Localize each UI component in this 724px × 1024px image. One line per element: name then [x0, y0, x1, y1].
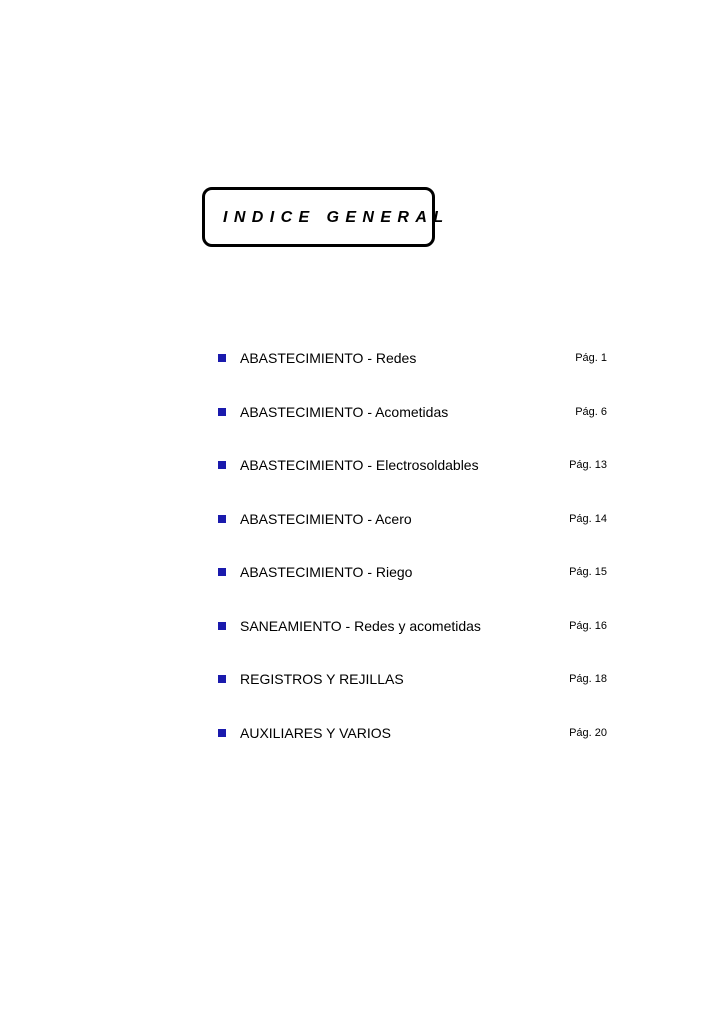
square-bullet-icon: [218, 568, 226, 576]
toc-entry-page: Pág. 1: [575, 352, 607, 364]
toc-entry-label: ABASTECIMIENTO - Redes: [240, 350, 417, 366]
toc-entry[interactable]: [0, 349, 724, 369]
page-title: INDICE GENERAL: [223, 209, 450, 226]
square-bullet-icon: [218, 622, 226, 630]
toc-entry-label: REGISTROS Y REJILLAS: [240, 671, 404, 687]
toc-entry-page: Pág. 14: [569, 513, 607, 525]
square-bullet-icon: [218, 675, 226, 683]
square-bullet-icon: [218, 408, 226, 416]
square-bullet-icon: [218, 461, 226, 469]
toc-entry[interactable]: [0, 617, 724, 637]
toc-entry-label: SANEAMIENTO - Redes y acometidas: [240, 618, 481, 634]
toc-entry-page: Pág. 15: [569, 566, 607, 578]
toc-entry-page: Pág. 18: [569, 673, 607, 685]
toc-entry-label: ABASTECIMIENTO - Riego: [240, 564, 413, 580]
toc-entry-label: ABASTECIMIENTO - Acero: [240, 511, 412, 527]
toc-entry-page: Pág. 16: [569, 620, 607, 632]
square-bullet-icon: [218, 515, 226, 523]
toc-entry[interactable]: [0, 403, 724, 423]
square-bullet-icon: [218, 354, 226, 362]
toc-entry[interactable]: [0, 563, 724, 583]
toc-entry-label: ABASTECIMIENTO - Acometidas: [240, 404, 449, 420]
toc-entry-label: AUXILIARES Y VARIOS: [240, 725, 391, 741]
toc-entry-page: Pág. 13: [569, 459, 607, 471]
toc-entry[interactable]: [0, 724, 724, 744]
toc-entry[interactable]: [0, 456, 724, 476]
toc-entry-label: ABASTECIMIENTO - Electrosoldables: [240, 457, 479, 473]
toc-entry[interactable]: [0, 670, 724, 690]
toc-entry[interactable]: [0, 510, 724, 530]
toc-entry-page: Pág. 20: [569, 727, 607, 739]
square-bullet-icon: [218, 729, 226, 737]
toc-entry-page: Pág. 6: [575, 406, 607, 418]
